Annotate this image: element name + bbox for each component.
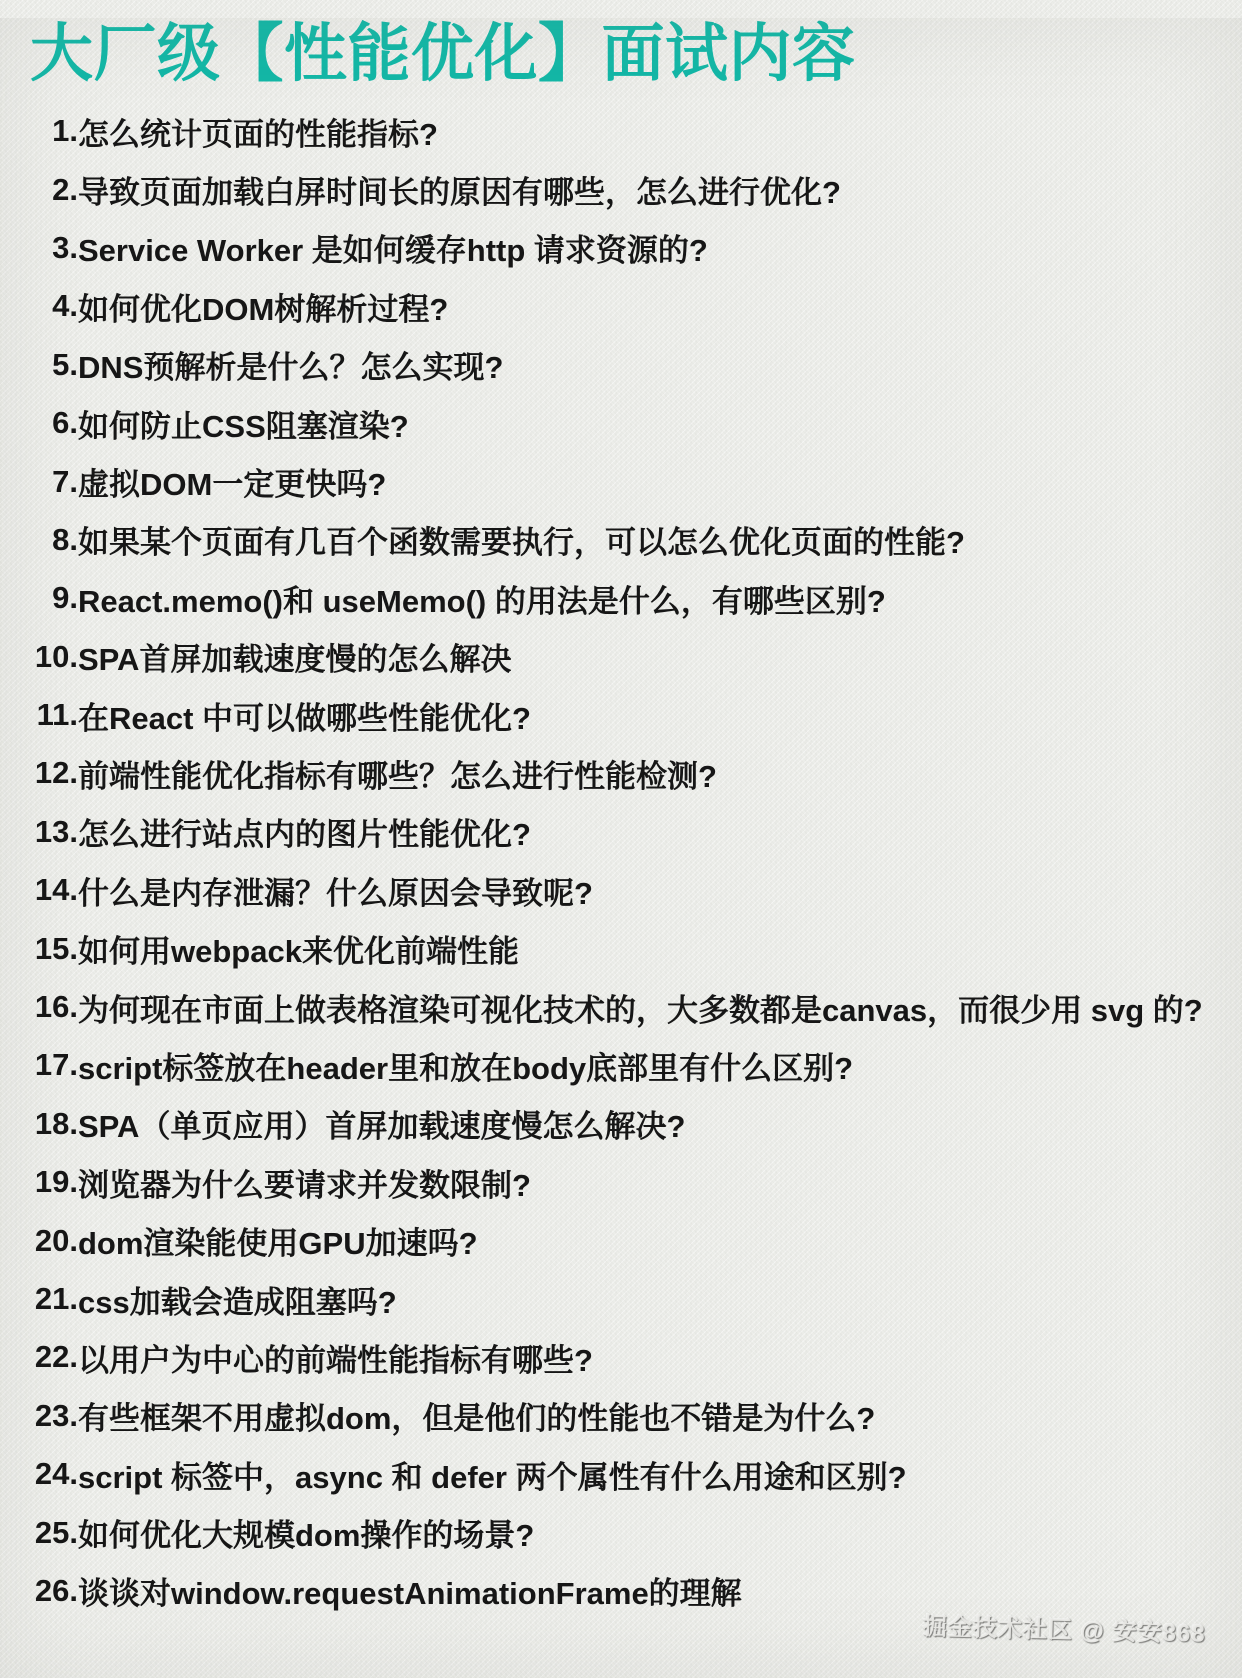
question-item (0, 336, 1242, 394)
item-number: 1. (52, 113, 78, 149)
item-number: 26. (34, 1572, 78, 1608)
question-item (0, 1153, 1242, 1211)
item-text: 怎么统计页面的性能指标? (78, 116, 438, 152)
item-text: 如何用webpack来优化前端性能 (78, 934, 519, 970)
question-item (0, 102, 1242, 160)
question-item (0, 1211, 1242, 1269)
question-item (0, 1445, 1242, 1503)
item-number: 25. (34, 1514, 78, 1550)
item-number: 5. (52, 346, 78, 382)
item-text: React.memo()和 useMemo() 的用法是什么，有哪些区别? (78, 583, 886, 619)
question-list (0, 102, 1242, 1620)
item-number: 17. (34, 1047, 78, 1083)
question-item (0, 511, 1242, 569)
question-item (0, 861, 1242, 919)
item-number: 15. (34, 930, 78, 966)
item-text: 谈谈对window.requestAnimationFrame的理解 (78, 1576, 742, 1612)
question-item (0, 569, 1242, 627)
item-number: 21. (34, 1281, 78, 1316)
question-item (0, 1270, 1242, 1328)
question-item (0, 803, 1242, 861)
item-number: 10. (34, 638, 78, 674)
item-number: 13. (34, 813, 78, 849)
item-number: 7. (52, 463, 78, 499)
item-number: 14. (34, 872, 78, 908)
item-text: DNS预解析是什么？怎么实现? (78, 350, 504, 386)
question-item (0, 160, 1242, 218)
item-text: 为何现在市面上做表格渲染可视化技术的，大多数都是canvas，而很少用 svg 的? (78, 992, 1203, 1028)
item-text: 以用户为中心的前端性能指标有哪些? (78, 1342, 593, 1378)
item-text: 如果某个页面有几百个函数需要执行，可以怎么优化页面的性能? (78, 525, 965, 561)
item-text: 在React 中可以做哪些性能优化? (78, 700, 531, 736)
page (0, 18, 1242, 1648)
question-item (0, 277, 1242, 335)
item-text: 如何优化DOM树解析过程? (78, 291, 449, 327)
watermark: 掘金技术社区 @ 安安868 (922, 1613, 1207, 1648)
item-number: 3. (52, 229, 78, 265)
question-item (0, 744, 1242, 802)
item-number: 16. (34, 989, 78, 1025)
item-number: 9. (52, 580, 78, 616)
question-item (0, 452, 1242, 510)
item-number: 6. (52, 405, 78, 441)
item-text: 什么是内存泄漏？什么原因会导致呢? (78, 875, 593, 911)
item-number: 4. (52, 288, 78, 324)
item-number: 12. (34, 755, 78, 791)
question-item (0, 919, 1242, 977)
item-text: 有些框架不用虚拟dom，但是他们的性能也不错是为什么? (78, 1401, 876, 1437)
question-item (0, 1387, 1242, 1445)
item-text: 虚拟DOM一定更快吗? (78, 467, 387, 503)
item-number: 20. (34, 1222, 78, 1258)
item-number: 22. (34, 1339, 78, 1375)
item-text: script 标签中，async 和 defer 两个属性有什么用途和区别? (78, 1459, 907, 1495)
item-text: 如何防止CSS阻塞渲染? (78, 408, 409, 444)
item-text: Service Worker 是如何缓存http 请求资源的? (78, 233, 708, 269)
question-item (0, 1095, 1242, 1153)
question-item (0, 978, 1242, 1036)
item-text: dom渲染能使用GPU加速吗? (78, 1226, 478, 1262)
item-text: 怎么进行站点内的图片性能优化? (78, 817, 531, 853)
question-item (0, 1036, 1242, 1094)
item-number: 23. (34, 1397, 78, 1433)
item-text: script标签放在header里和放在body底部里有什么区别? (78, 1050, 854, 1086)
item-text: css加载会造成阻塞吗? (78, 1284, 397, 1320)
item-number: 18. (34, 1105, 78, 1141)
item-number: 2. (52, 171, 78, 207)
question-item (0, 628, 1242, 686)
question-item (0, 686, 1242, 744)
item-text: 浏览器为什么要请求并发数限制? (78, 1167, 531, 1203)
item-number: 8. (52, 521, 78, 557)
item-number: 24. (34, 1456, 78, 1492)
question-item (0, 394, 1242, 452)
item-number: 19. (34, 1164, 78, 1200)
item-text: 导致页面加载白屏时间长的原因有哪些，怎么进行优化? (78, 175, 841, 211)
item-text: 前端性能优化指标有哪些？怎么进行性能检测? (78, 758, 717, 794)
item-text: 如何优化大规模dom操作的场景? (78, 1518, 535, 1554)
item-number: 11. (36, 697, 78, 733)
question-item (0, 1503, 1242, 1561)
item-text: SPA首屏加载速度慢的怎么解决 (78, 642, 512, 678)
item-text: SPA（单页应用）首屏加载速度慢怎么解决? (78, 1109, 686, 1145)
question-item (0, 219, 1242, 277)
question-item (0, 1328, 1242, 1386)
page-title: 大厂级【性能优化】面试内容 (30, 19, 856, 89)
